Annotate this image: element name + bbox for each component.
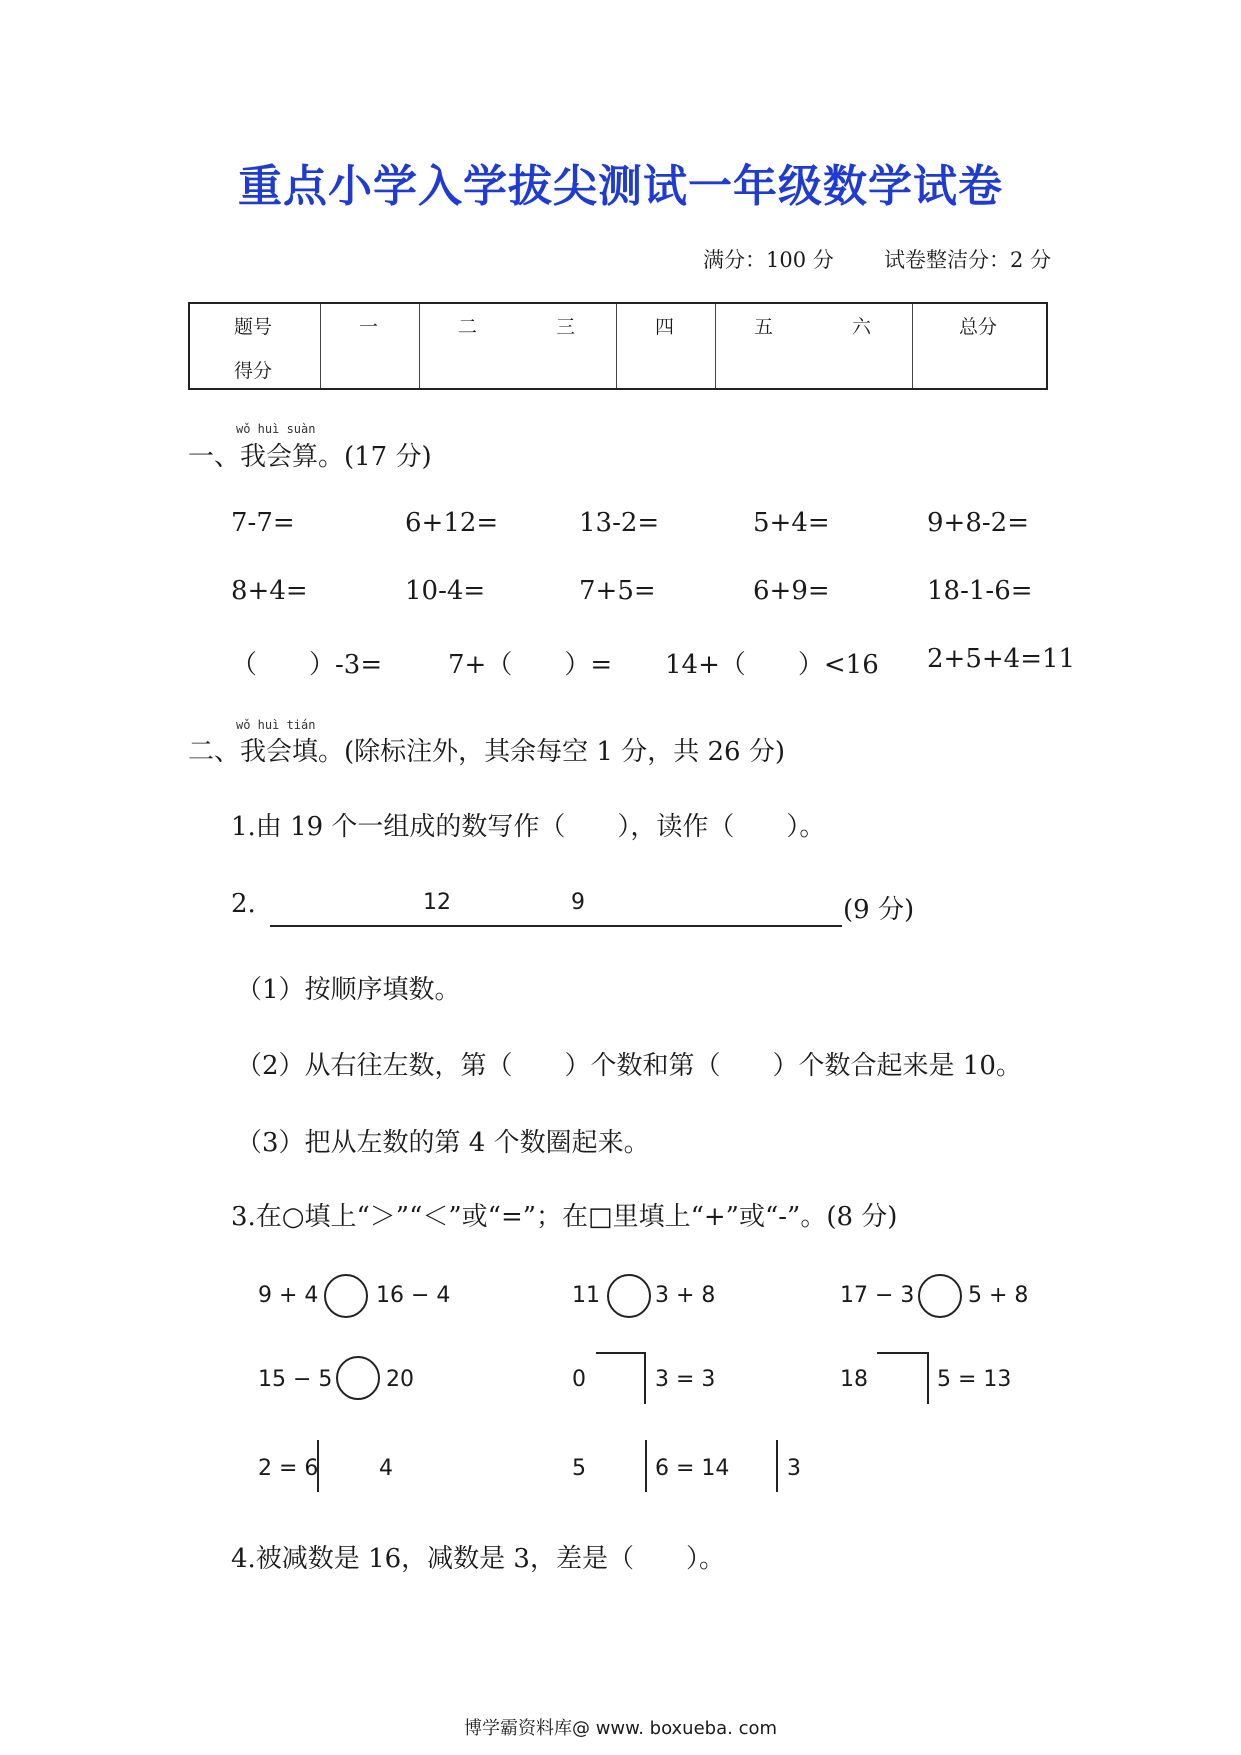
col-label: 二 (458, 316, 478, 338)
compare-right: 3 + 8 (655, 1283, 716, 1308)
calc-item: 7+（ ）= (448, 650, 613, 680)
section2-pinyin: wǒ huì tián (236, 718, 316, 732)
calc-item: 6+9= (753, 576, 830, 606)
question-2-points: (9 分) (843, 895, 915, 925)
col-label: 总分 (959, 316, 998, 338)
score-cell-2-3[interactable] (420, 303, 617, 389)
footer-watermark: 博学霸资料库@ www. boxueba. com (463, 1718, 778, 1739)
question-2-sub3: （3）把从左数的第 4 个数圈起来。 (236, 1128, 650, 1158)
compare-left: 17 − 3 (840, 1283, 915, 1308)
neatness-score: 试卷整洁分：2 分 (884, 248, 1052, 272)
score-cell-1[interactable] (321, 303, 420, 389)
full-score: 满分：100 分 (703, 248, 834, 272)
question-3: 3.在○填上“＞”“＜”或“=”；在□里填上“+”或“-”。(8 分) (231, 1202, 898, 1232)
calc-item: 2+5+4=11 (927, 644, 1076, 674)
compare-right: 20 (386, 1367, 414, 1392)
number-line (270, 925, 842, 927)
fill-left: 18 (840, 1367, 868, 1392)
answer-circle[interactable] (918, 1274, 962, 1318)
calc-item: 14+（ ）<16 (665, 650, 879, 680)
answer-box[interactable] (776, 1440, 778, 1492)
calc-item: 5+4= (753, 508, 830, 538)
score-cell-4[interactable] (617, 303, 716, 389)
answer-box-top (596, 1352, 644, 1354)
compare-right: 5 + 8 (968, 1283, 1029, 1308)
score-label: 得分 (234, 360, 273, 382)
answer-circle[interactable] (324, 1274, 368, 1318)
calc-item: 13-2= (579, 508, 660, 538)
calc-item: 9+8-2= (927, 508, 1029, 538)
page-title: 重点小学入学拔尖测试一年级数学试卷 (238, 161, 1003, 212)
fill-left: 2 = 6 (258, 1456, 319, 1481)
question-2-sub1: （1）按顺序填数。 (236, 975, 461, 1005)
score-table (188, 302, 1048, 390)
answer-box[interactable] (317, 1440, 319, 1492)
calc-item: 7-7= (231, 508, 295, 538)
answer-box[interactable] (645, 1440, 647, 1492)
fill-left: 0 (572, 1367, 586, 1392)
question-number-label: 题号 (234, 316, 273, 338)
number-line-value: 12 (423, 890, 451, 915)
answer-circle[interactable] (336, 1356, 380, 1400)
calc-item: 8+4= (231, 576, 308, 606)
col-label: 三 (556, 316, 576, 338)
score-cell-total[interactable] (913, 303, 1048, 389)
answer-box[interactable] (927, 1352, 929, 1404)
section1-pinyin: wǒ huì suàn (236, 422, 316, 436)
answer-box[interactable] (644, 1352, 646, 1404)
fill-left: 5 (572, 1456, 586, 1481)
fill-right: 3 = 3 (655, 1367, 716, 1392)
score-label-cell (189, 303, 321, 389)
question-4: 4.被减数是 16，减数是 3，差是（ ）。 (231, 1544, 725, 1574)
fill-right: 4 (379, 1456, 393, 1481)
question-2-number: 2. (231, 889, 256, 919)
calc-item: （ ）-3= (231, 650, 383, 680)
fill-right: 5 = 13 (937, 1367, 1012, 1392)
col-label: 一 (359, 316, 379, 338)
compare-left: 15 − 5 (258, 1367, 333, 1392)
calc-item: 7+5= (579, 576, 656, 606)
compare-left: 9 + 4 (258, 1283, 319, 1308)
section1-heading: 一、我会算。(17 分) (188, 442, 432, 472)
calc-item: 10-4= (405, 576, 486, 606)
compare-left: 11 (572, 1283, 600, 1308)
col-label: 四 (655, 316, 675, 338)
fill-right: 6 = 14 (655, 1456, 730, 1481)
calc-item: 18-1-6= (927, 576, 1033, 606)
score-cell-5-6[interactable] (716, 303, 913, 389)
number-line-value: 9 (571, 890, 585, 915)
question-2-sub2: （2）从右往左数，第（ ）个数和第（ ）个数合起来是 10。 (236, 1051, 1022, 1081)
answer-box-top (877, 1352, 927, 1354)
answer-circle[interactable] (607, 1274, 651, 1318)
fill-right: 3 (787, 1456, 801, 1481)
calc-item: 6+12= (405, 508, 499, 538)
section2-heading: 二、我会填。(除标注外，其余每空 1 分，共 26 分) (188, 737, 785, 767)
question-1: 1.由 19 个一组成的数写作（ ），读作（ ）。 (231, 812, 826, 842)
col-label: 五 (754, 316, 774, 338)
col-label: 六 (852, 316, 872, 338)
compare-right: 16 − 4 (376, 1283, 451, 1308)
